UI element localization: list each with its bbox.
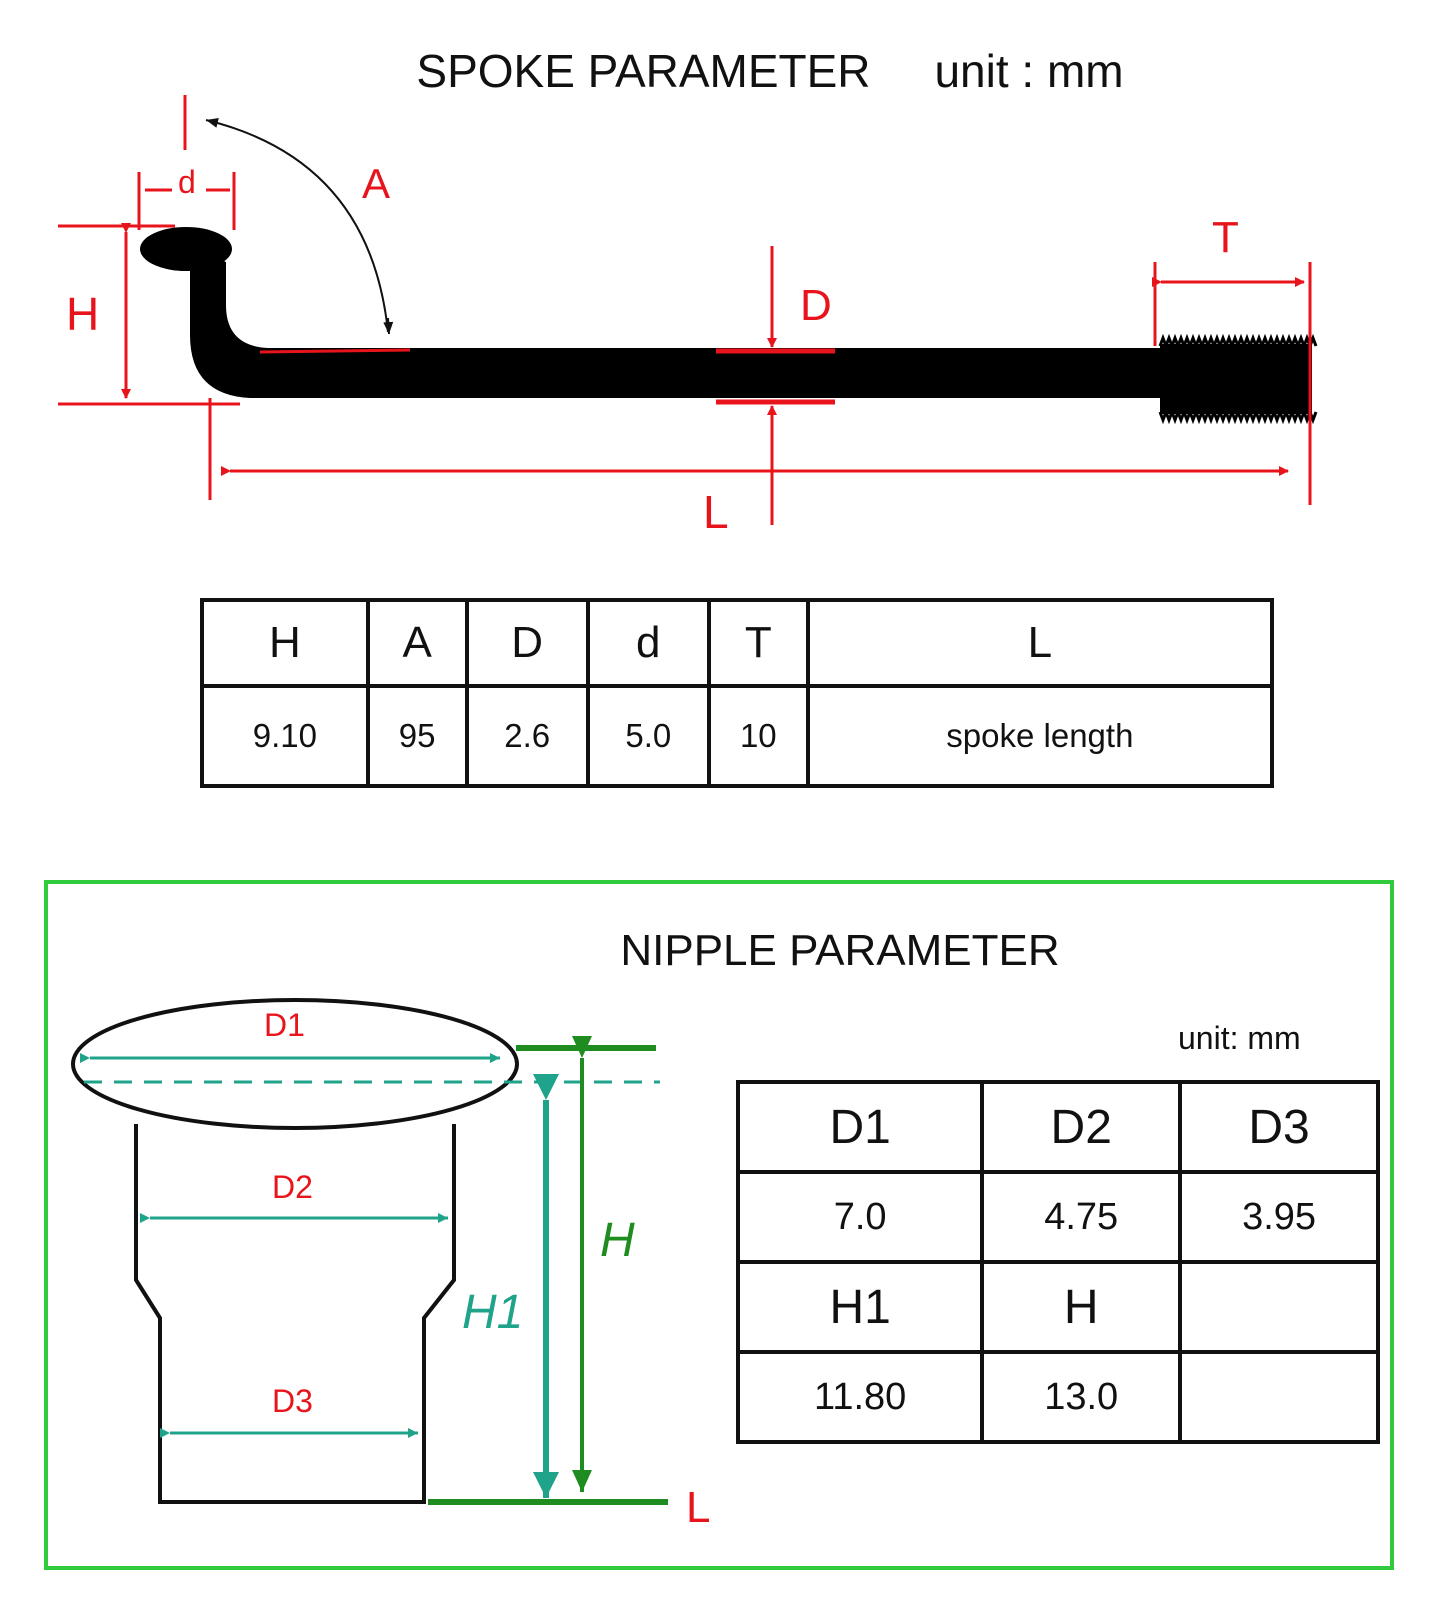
table-row (738, 1082, 1378, 1172)
value-d: 5.0 (588, 686, 709, 786)
header-d: d (588, 600, 709, 686)
header-L: L (808, 600, 1272, 686)
label-D2: D2 (272, 1169, 313, 1205)
header-A: A (368, 600, 467, 686)
empty-cell (1180, 1262, 1378, 1352)
label-D1: D1 (264, 1007, 305, 1043)
label-A: A (362, 160, 391, 207)
header-H: H (202, 600, 368, 686)
value-H: 9.10 (202, 686, 368, 786)
nipple-title: NIPPLE PARAMETER (620, 926, 1060, 975)
table-row (738, 1352, 1378, 1442)
value-D1: 7.0 (738, 1172, 982, 1262)
value-T: 10 (709, 686, 808, 786)
nipple-shape (73, 1000, 517, 1502)
nipple-parameter-table (736, 1080, 1380, 1444)
label-L: L (686, 1483, 711, 1532)
table-row (738, 1262, 1378, 1352)
empty-cell (1180, 1352, 1378, 1442)
nipple-unit: unit: mm (1178, 1020, 1301, 1056)
header-H: H (982, 1262, 1180, 1352)
value-L: spoke length (808, 686, 1272, 786)
header-D2: D2 (982, 1082, 1180, 1172)
spoke-unit: unit : mm (934, 45, 1124, 97)
value-H1: 11.80 (738, 1352, 982, 1442)
label-D3: D3 (272, 1383, 313, 1419)
header-D: D (467, 600, 588, 686)
label-d: d (178, 164, 196, 200)
header-D3: D3 (1180, 1082, 1378, 1172)
label-L: L (703, 486, 729, 538)
value-D3: 3.95 (1180, 1172, 1378, 1262)
label-T: T (1212, 213, 1239, 262)
label-H1: H1 (462, 1286, 524, 1339)
header-D1: D1 (738, 1082, 982, 1172)
value-D: 2.6 (467, 686, 588, 786)
label-H: H (600, 1214, 635, 1267)
label-H: H (66, 288, 100, 340)
value-A: 95 (368, 686, 467, 786)
label-D: D (800, 281, 832, 330)
table-row (738, 1172, 1378, 1262)
header-H1: H1 (738, 1262, 982, 1352)
value-H: 13.0 (982, 1352, 1180, 1442)
header-T: T (709, 600, 808, 686)
value-D2: 4.75 (982, 1172, 1180, 1262)
spoke-title-text: SPOKE PARAMETER (416, 45, 871, 97)
